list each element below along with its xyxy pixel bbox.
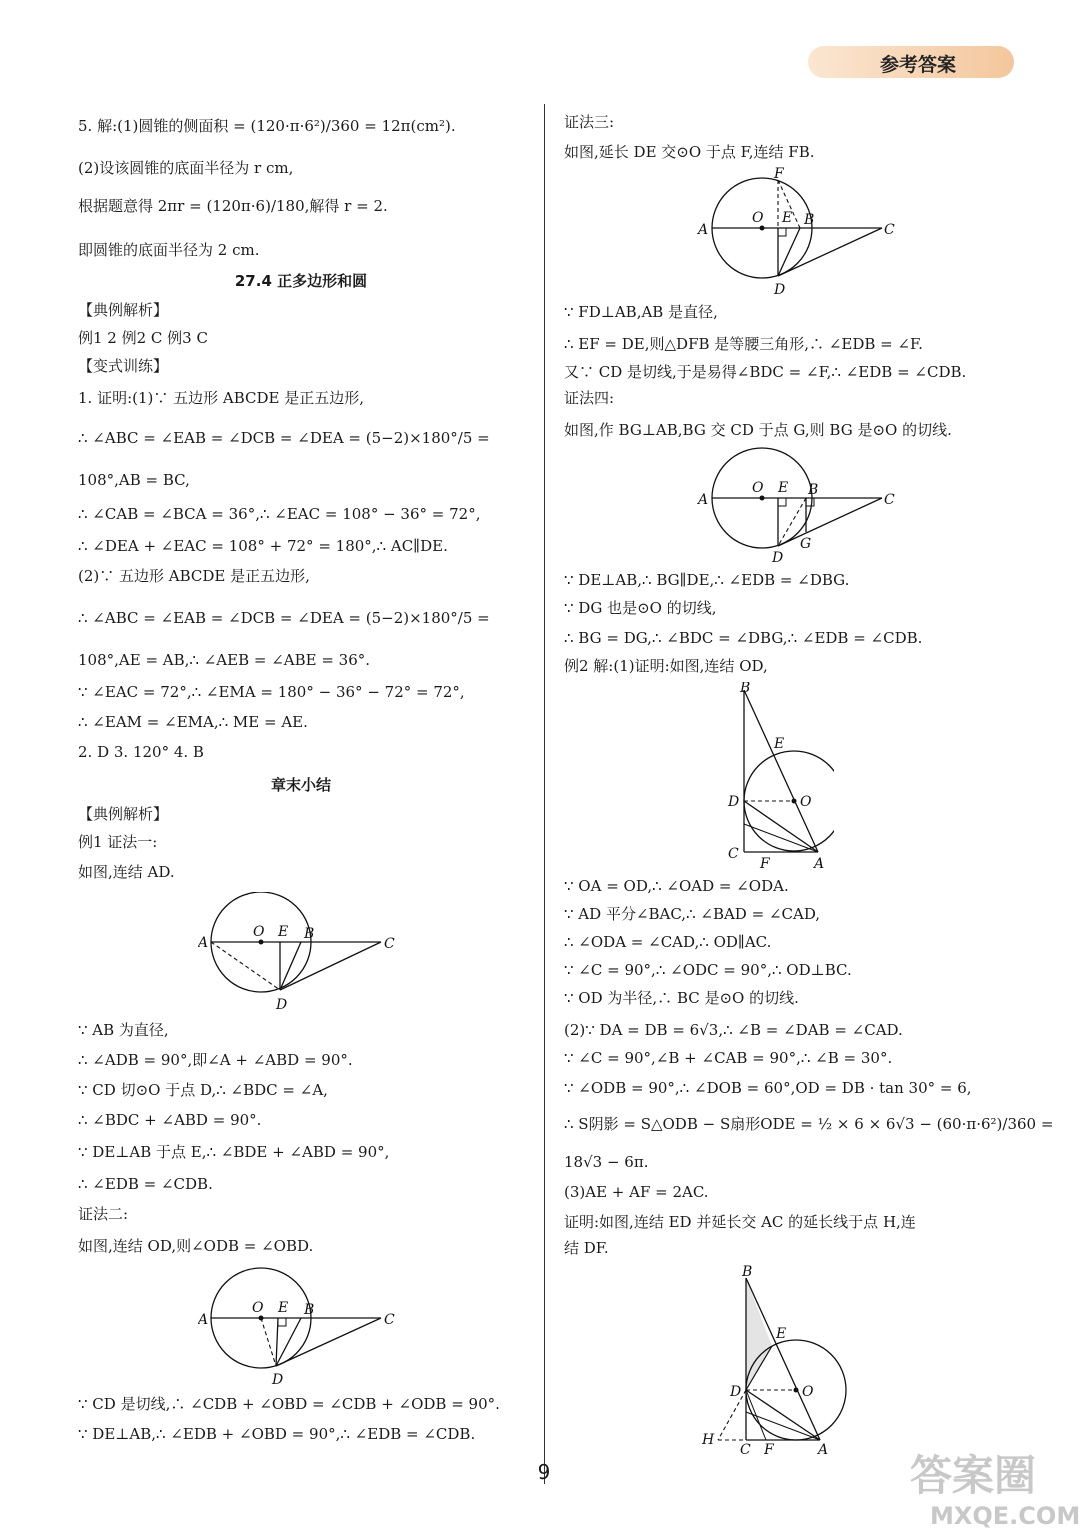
text-line: ∴ ∠CAB = ∠BCA = 36°,∴ ∠EAC = 108° − 36° = 72°, — [78, 505, 481, 523]
text-line: (2)∵ 五边形 ABCDE 是正五边形, — [78, 567, 310, 585]
text-line: 108°,AE = AB,∴ ∠AEB = ∠ABE = 36°. — [78, 651, 371, 669]
fig6-label-f: F — [764, 1442, 774, 1454]
watermark-logo — [900, 1440, 1080, 1530]
text-line: 例1 2 例2 C 例3 C — [78, 329, 208, 347]
text-line: 1. 证明:(1)∵ 五边形 ABCDE 是正五边形, — [78, 389, 365, 407]
text-line: ∴ ∠ODA = ∠CAD,∴ OD∥AC. — [564, 933, 772, 951]
fig1-label-o: O — [253, 924, 265, 940]
text-line: ∵ FD⊥AB,AB 是直径, — [564, 303, 718, 321]
text-line: 【典例解析】 — [78, 301, 169, 319]
fig3-label-e: E — [782, 210, 793, 226]
figure-6 — [700, 1264, 850, 1454]
text-line: 【典例解析】 — [78, 805, 169, 823]
fig5-label-e: E — [774, 736, 785, 752]
fig3-label-b: B — [804, 212, 815, 228]
text-line: ∵ ∠C = 90°,∠B + ∠CAB = 90°,∴ ∠B = 30°. — [564, 1049, 893, 1067]
fig4-label-o: O — [752, 480, 764, 496]
text-line: (2)设该圆锥的底面半径为 r cm, — [78, 159, 294, 177]
text-line: ∵ ∠ODB = 90°,∴ ∠DOB = 60°,OD = DB · tan 30° = 6, — [564, 1079, 972, 1097]
text-line: ∵ CD 是切线,∴ ∠CDB + ∠OBD = ∠CDB + ∠ODB = 90°. — [78, 1395, 500, 1413]
fig1-label-e: E — [278, 924, 289, 940]
column-divider — [544, 104, 545, 1484]
fig5-label-o: O — [800, 794, 812, 810]
text-line: ∵ CD 切⊙O 于点 D,∴ ∠BDC = ∠A, — [78, 1081, 328, 1099]
figure-4 — [696, 442, 896, 566]
text-line: 如图,连结 OD,则∠ODB = ∠OBD. — [78, 1237, 314, 1255]
text-line: 证法三: — [564, 113, 615, 131]
fig2-label-a: A — [198, 1312, 209, 1328]
fig5-label-b: B — [740, 682, 751, 696]
text-line: 5. 解:(1)圆锥的侧面积 = (120·π·6²)/360 = 12π(cm²). — [78, 117, 456, 135]
header-tab-label: 参考答案 — [879, 54, 956, 76]
text-line: ∵ AB 为直径, — [78, 1021, 169, 1039]
text-line: 2. D 3. 120° 4. B — [78, 743, 204, 761]
page-number: 9 — [537, 1460, 551, 1484]
fig2-label-d: D — [272, 1372, 284, 1388]
text-line: ∵ AD 平分∠BAC,∴ ∠BAD = ∠CAD, — [564, 905, 821, 923]
fig6-label-d: D — [730, 1384, 742, 1400]
fig4-label-c: C — [884, 492, 895, 508]
figure-2 — [198, 1262, 408, 1390]
fig5-label-c: C — [728, 846, 739, 862]
fig4-label-b: B — [808, 482, 819, 498]
section-heading: 章末小结 — [270, 776, 331, 794]
fig6-label-o: O — [802, 1384, 814, 1400]
fig3-label-c: C — [884, 222, 895, 238]
text-line: 又∵ CD 是切线,于是易得∠BDC = ∠F,∴ ∠EDB = ∠CDB. — [564, 363, 967, 381]
text-line: 例1 证法一: — [78, 833, 158, 851]
fig3-label-a: A — [698, 222, 709, 238]
fig2-label-c: C — [384, 1312, 395, 1328]
fig4-label-g: G — [800, 536, 812, 552]
text-line: ∵ ∠EAC = 72°,∴ ∠EMA = 180° − 36° − 72° = 72°, — [78, 683, 465, 701]
text-line: ∴ ∠EAM = ∠EMA,∴ ME = AE. — [78, 713, 308, 731]
fig2-label-o: O — [252, 1300, 264, 1316]
text-line: 证法四: — [564, 389, 615, 407]
figure-1 — [198, 892, 408, 1012]
text-line: ∴ ∠ADB = 90°,即∠A + ∠ABD = 90°. — [78, 1051, 353, 1069]
fig5-label-a: A — [814, 856, 825, 872]
fig6-label-c: C — [740, 1442, 751, 1454]
text-line: ∵ DE⊥AB,∴ ∠EDB + ∠OBD = 90°,∴ ∠EDB = ∠CDB. — [78, 1425, 476, 1443]
text-line: ∴ ∠EDB = ∠CDB. — [78, 1175, 213, 1193]
text-line: ∵ DE⊥AB,∴ BG∥DE,∴ ∠EDB = ∠DBG. — [564, 571, 850, 589]
text-line: 如图,连结 AD. — [78, 863, 175, 881]
fig1-label-b: B — [304, 926, 315, 942]
fig3-label-f: F — [774, 166, 784, 182]
watermark-text: 答案圈 — [910, 1451, 1037, 1500]
fig2-label-b: B — [304, 1302, 315, 1318]
section-heading: 27.4 正多边形和圆 — [234, 272, 368, 290]
text-line: 即圆锥的底面半径为 2 cm. — [78, 241, 260, 259]
text-line: ∵ OA = OD,∴ ∠OAD = ∠ODA. — [564, 877, 789, 895]
fig6-label-b: B — [742, 1264, 753, 1280]
fig3-label-d: D — [774, 282, 786, 296]
text-line: 结 DF. — [564, 1239, 609, 1257]
fig4-label-d: D — [772, 550, 784, 566]
figure-3 — [696, 166, 896, 296]
fig6-label-h: H — [702, 1432, 715, 1448]
text-line: 如图,作 BG⊥AB,BG 交 CD 于点 G,则 BG 是⊙O 的切线. — [564, 421, 952, 439]
text-line: 根据题意得 2πr = (120π·6)/180,解得 r = 2. — [78, 197, 388, 215]
fig1-label-c: C — [384, 936, 395, 952]
text-line: (3)AE + AF = 2AC. — [564, 1183, 709, 1201]
text-line: ∴ ∠BDC + ∠ABD = 90°. — [78, 1111, 262, 1129]
fig6-label-a: A — [818, 1442, 829, 1454]
figure-5 — [724, 682, 834, 872]
text-line: ∴ BG = DG,∴ ∠BDC = ∠DBG,∴ ∠EDB = ∠CDB. — [564, 629, 923, 647]
header-tab — [808, 46, 1014, 78]
text-line: ∴ S阴影 = S△ODB − S扇形ODE = ½ × 6 × 6√3 − (60·π·6²)/360 = — [564, 1115, 1054, 1133]
watermark-url: MXQE.COM — [930, 1502, 1080, 1530]
text-line: 18√3 − 6π. — [564, 1153, 649, 1171]
fig3-label-o: O — [752, 210, 764, 226]
text-line: ∵ DG 也是⊙O 的切线, — [564, 599, 717, 617]
text-line: ∴ ∠ABC = ∠EAB = ∠DCB = ∠DEA = (5−2)×180°/5 = — [78, 429, 490, 447]
text-line: 证法二: — [78, 1205, 129, 1223]
fig4-label-a: A — [698, 492, 709, 508]
text-line: ∵ ∠C = 90°,∴ ∠ODC = 90°,∴ OD⊥BC. — [564, 961, 852, 979]
text-line: 如图,延长 DE 交⊙O 于点 F,连结 FB. — [564, 143, 815, 161]
text-line: ∴ EF = DE,则△DFB 是等腰三角形,∴ ∠EDB = ∠F. — [564, 335, 923, 353]
fig6-label-e: E — [776, 1326, 787, 1342]
text-line: ∴ ∠DEA + ∠EAC = 108° + 72° = 180°,∴ AC∥DE. — [78, 537, 448, 555]
text-line: 【变式训练】 — [78, 357, 169, 375]
fig2-label-e: E — [278, 1300, 289, 1316]
text-line: 例2 解:(1)证明:如图,连结 OD, — [564, 657, 768, 675]
text-line: ∴ ∠ABC = ∠EAB = ∠DCB = ∠DEA = (5−2)×180°/5 = — [78, 609, 490, 627]
fig4-label-e: E — [778, 480, 789, 496]
fig5-label-d: D — [728, 794, 740, 810]
fig1-label-d: D — [276, 997, 288, 1012]
fig1-label-a: A — [198, 935, 209, 951]
text-line: ∵ DE⊥AB 于点 E,∴ ∠BDE + ∠ABD = 90°, — [78, 1143, 390, 1161]
text-line: (2)∵ DA = DB = 6√3,∴ ∠B = ∠DAB = ∠CAD. — [564, 1021, 903, 1039]
text-line: ∵ OD 为半径,∴ BC 是⊙O 的切线. — [564, 989, 799, 1007]
text-line: 108°,AB = BC, — [78, 471, 190, 489]
text-line: 证明:如图,连结 ED 并延长交 AC 的延长线于点 H,连 — [564, 1213, 916, 1231]
fig5-label-f: F — [760, 856, 770, 872]
